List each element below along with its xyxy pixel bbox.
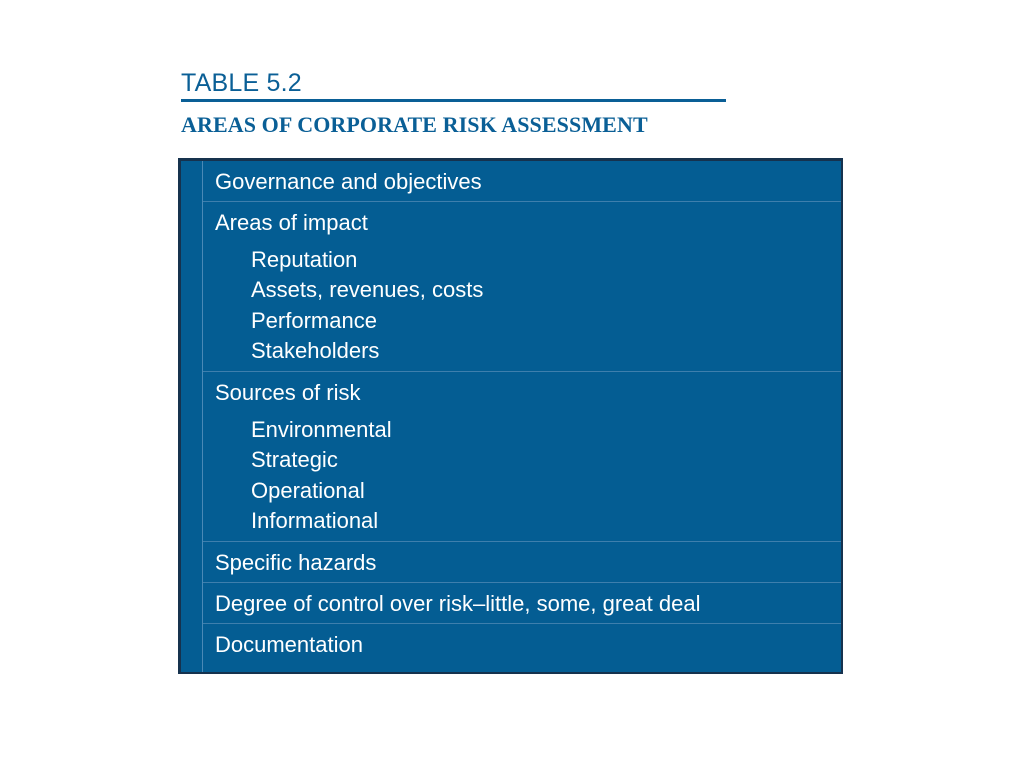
table-number: TABLE 5.2	[181, 68, 726, 102]
sub-item: Environmental	[251, 417, 392, 442]
row-label: Areas of impact	[215, 210, 368, 235]
table-row-areas-of-impact	[203, 202, 841, 372]
sub-item: Strategic	[251, 447, 338, 472]
table-title: AREAS OF CORPORATE RISK ASSESSMENT	[181, 112, 648, 137]
row-label: Degree of control over risk–little, some, great deal	[215, 591, 701, 616]
table-row-sources-of-risk	[203, 372, 841, 542]
sub-item: Informational	[251, 508, 379, 533]
sub-item: Assets, revenues, costs	[251, 277, 484, 302]
risk-assessment-table	[178, 158, 843, 674]
sub-item: Performance	[251, 308, 377, 333]
table-row-degree-of-control	[203, 583, 841, 624]
row-label: Documentation	[215, 632, 363, 657]
row-label: Governance and objectives	[215, 169, 482, 194]
row-label: Sources of risk	[215, 380, 361, 405]
row-label: Specific hazards	[215, 550, 377, 575]
table-row-governance	[203, 161, 841, 202]
sub-item: Reputation	[251, 247, 358, 272]
sub-item: Operational	[251, 478, 365, 503]
sub-item: Stakeholders	[251, 338, 380, 363]
table-side-strip	[181, 161, 203, 672]
table-row-documentation	[203, 624, 841, 672]
table-row-specific-hazards	[203, 542, 841, 583]
table-heading	[181, 68, 726, 138]
